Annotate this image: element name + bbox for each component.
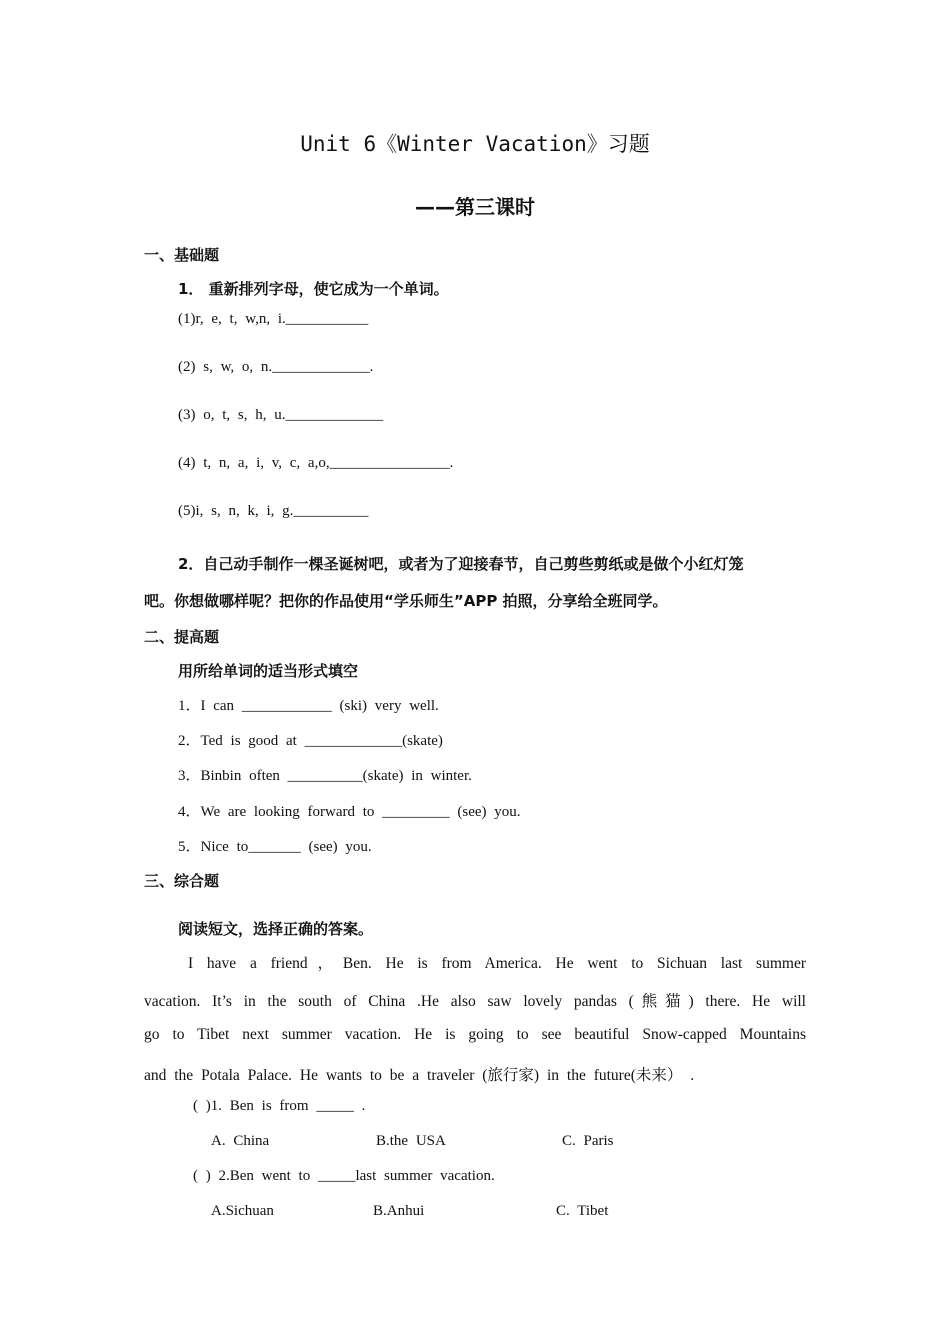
option-c: C. Paris: [562, 1133, 614, 1149]
passage-line: I have a friend，Ben. He is from America. He went to Sichuan last summer: [188, 955, 806, 972]
list-item: 2．Ted is good at _____________(skate): [178, 733, 443, 749]
list-item: 1．I can ____________ (ski) very well.: [178, 698, 439, 714]
page-subtitle: ——第三课时: [415, 195, 535, 219]
list-item: (4) t, n, a, i, v, c, a,o,________________.: [178, 455, 454, 471]
list-item: 3．Binbin often __________(skate) in winter.: [178, 768, 472, 784]
question-stem: ( ) 2.Ben went to _____last summer vacation.: [193, 1168, 495, 1184]
section-2-instruction: 用所给单词的适当形式填空: [178, 662, 359, 680]
option-a: A.Sichuan: [211, 1203, 274, 1219]
list-item: (2) s, w, o, n._____________.: [178, 359, 374, 375]
section-heading-advanced: 二、提高题: [144, 628, 220, 646]
question-2-line-1: 2．自己动手制作一棵圣诞树吧，或者为了迎接春节，自己剪些剪纸或是做个小红灯笼: [178, 555, 744, 573]
list-item: (3) o, t, s, h, u._____________: [178, 407, 383, 423]
question-2-line-2: 吧。你想做哪样呢？把你的作品使用“学乐师生”APP 拍照，分享给全班同学。: [144, 592, 668, 610]
passage-line: and the Potala Palace. He wants to be a traveler (旅行家) in the future(未来） .: [144, 1067, 695, 1084]
list-item: (5)i, s, n, k, i, g.__________: [178, 503, 369, 519]
question-stem: ( )1. Ben is from _____ .: [193, 1098, 366, 1114]
list-item: (1)r, e, t, w,n, i.___________: [178, 311, 369, 327]
option-b: B.Anhui: [373, 1203, 425, 1219]
section-3-instruction: 阅读短文，选择正确的答案。: [178, 920, 374, 938]
list-item: 4．We are looking forward to _________ (see) you.: [178, 804, 521, 820]
option-b: B.the USA: [376, 1133, 446, 1149]
option-a: A. China: [211, 1133, 270, 1149]
passage-line: vacation. It’s in the south of China .He also saw lovely pandas (熊猫) there. He will: [144, 993, 806, 1010]
question-1-heading: 1． 重新排列字母，使它成为一个单词。: [178, 280, 449, 298]
list-item: 5．Nice to_______ (see) you.: [178, 839, 372, 855]
passage-line: go to Tibet next summer vacation. He is going to see beautiful Snow-capped Mountains: [144, 1026, 806, 1043]
page-title: Unit 6《Winter Vacation》习题: [300, 132, 650, 156]
section-heading-basic: 一、基础题: [144, 246, 220, 264]
section-heading-comprehensive: 三、综合题: [144, 872, 220, 890]
option-c: C. Tibet: [556, 1203, 609, 1219]
